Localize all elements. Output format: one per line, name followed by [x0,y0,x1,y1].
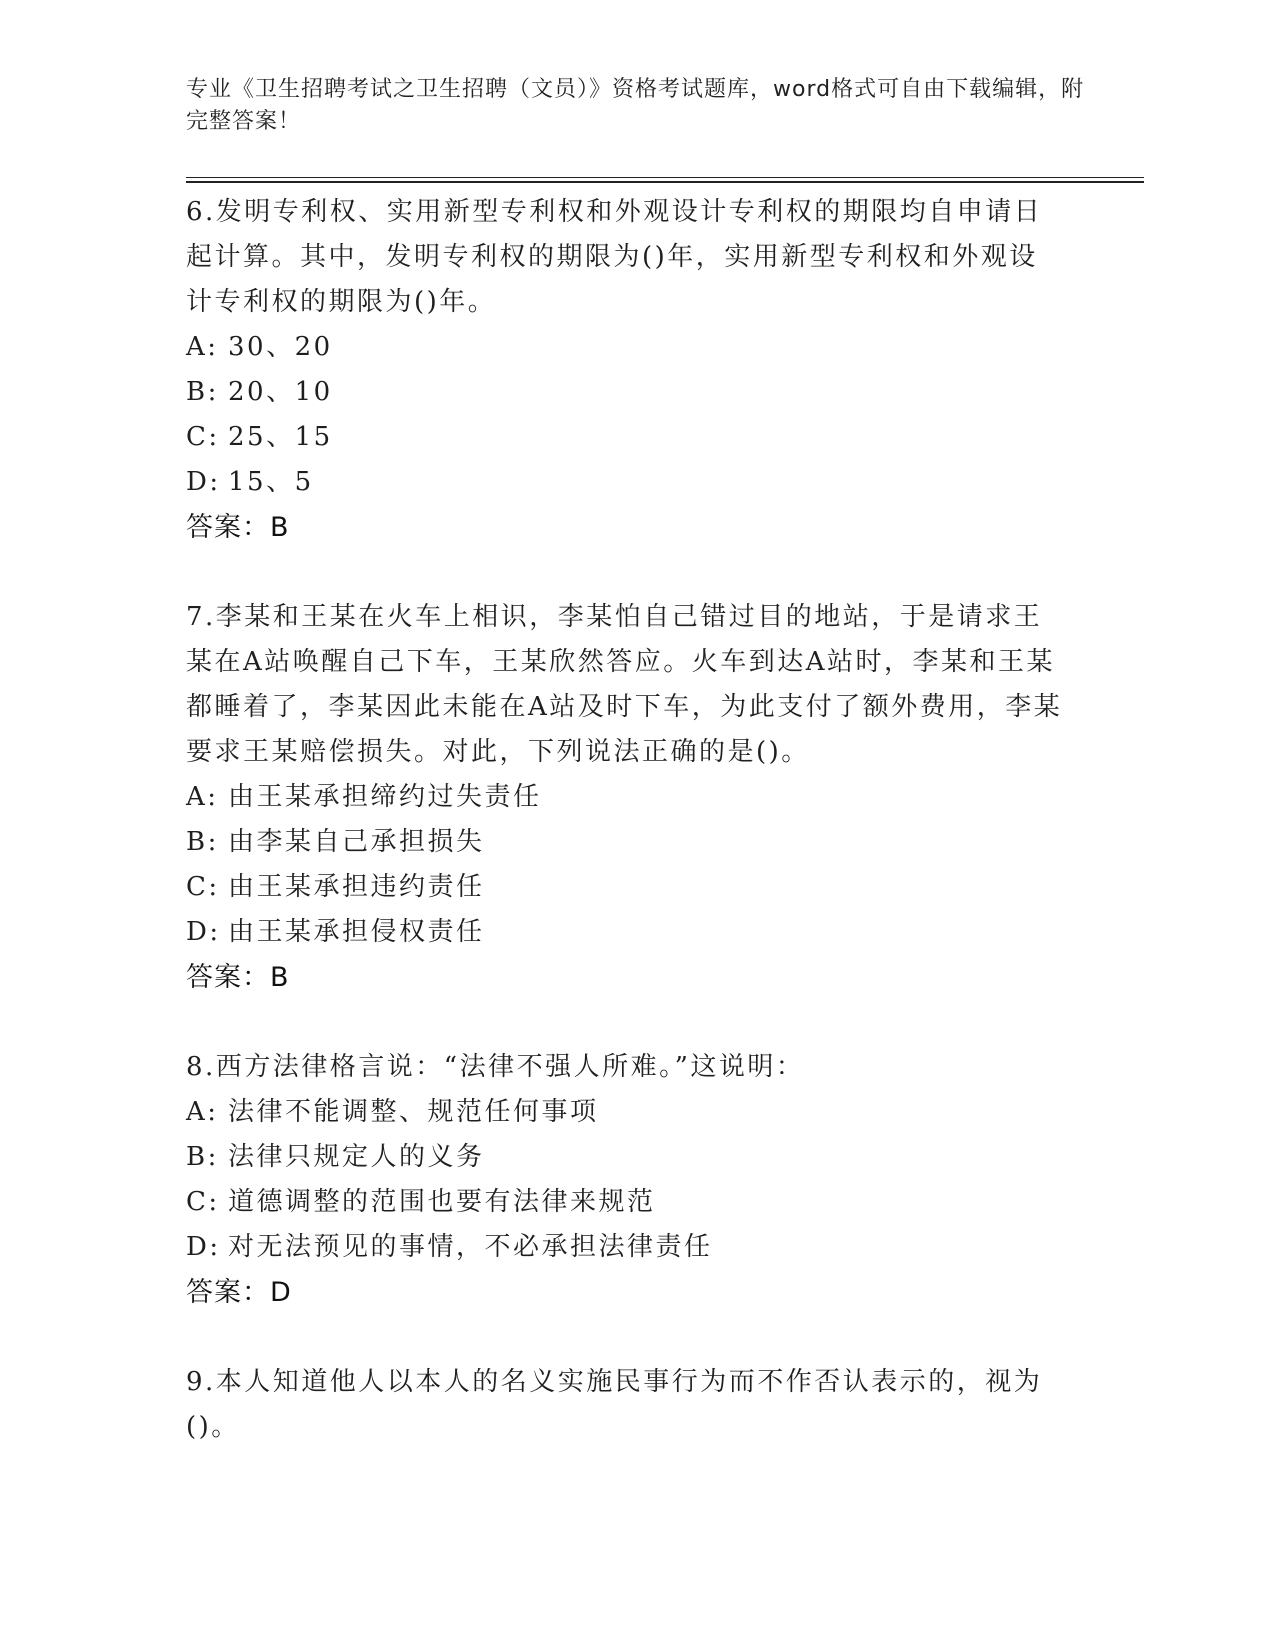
option-text: 由王某承担侵权责任 [228,917,485,947]
option-label: B: [186,377,219,407]
option-text: 法律不能调整、规范任何事项 [228,1097,599,1127]
answer-line: 答案：B [186,512,290,543]
option-text: 对无法预见的事情，不必承担法律责任 [228,1232,713,1262]
option-text: 道德调整的范围也要有法律来规范 [228,1187,656,1217]
answer-line: 答案：B [186,962,290,993]
question-stem: 7.李某和王某在火车上相识，李某怕自己错过目的地站，于是请求王某在A站唤醒自己下车，王某欣然答应。火车到达A站时，李某和王某都睡着了，李某因此未能在A站及时下车，为此支付了额外费用，李某要求王某赔偿损失。对此，下列说法正确的是()。 [186,602,1063,767]
option-label: A: [186,332,219,362]
question-stem: 8.西方法律格言说：“法律不强人所难。”这说明： [186,1052,805,1082]
option-text: 25、15 [228,422,333,452]
question-8 [186,1045,1066,1316]
option-d [186,460,1066,505]
option-a [186,325,1066,370]
option-label: A: [186,1097,219,1127]
option-b [186,1135,1066,1180]
header-divider-thick [186,181,1144,183]
option-text: 20、10 [228,377,333,407]
option-text: 法律只规定人的义务 [228,1142,485,1172]
question-6 [186,190,1066,551]
option-text: 由李某自己承担损失 [228,827,485,857]
header-divider-thin [186,177,1144,178]
option-text: 15、5 [228,467,314,497]
question-9 [186,1360,1066,1450]
option-label: B: [186,827,219,857]
option-b [186,820,1066,865]
option-label: B: [186,1142,219,1172]
option-a [186,775,1066,820]
option-text: 由王某承担违约责任 [228,872,485,902]
question-stem: 9.本人知道他人以本人的名义实施民事行为而不作否认表示的，视为()。 [186,1367,1043,1442]
option-label: D: [186,467,221,497]
option-label: A: [186,782,219,812]
document-header: 专业《卫生招聘考试之卫生招聘（文员）》资格考试题库，word格式可自由下载编辑，附完整答案！ [186,77,1085,134]
question-7 [186,595,1066,1001]
question-list [186,190,1066,1494]
answer-line: 答案：D [186,1277,292,1308]
option-label: C: [186,422,220,452]
option-label: C: [186,1187,220,1217]
option-text: 30、20 [228,332,333,362]
option-c [186,415,1066,460]
option-c [186,1180,1066,1225]
option-d [186,910,1066,955]
option-label: D: [186,917,221,947]
option-label: C: [186,872,220,902]
option-text: 由王某承担缔约过失责任 [228,782,542,812]
option-a [186,1090,1066,1135]
option-label: D: [186,1232,221,1262]
option-d [186,1225,1066,1270]
option-b [186,370,1066,415]
question-stem: 6.发明专利权、实用新型专利权和外观设计专利权的期限均自申请日起计算。其中，发明专利权的期限为()年，实用新型专利权和外观设计专利权的期限为()年。 [186,197,1043,317]
option-c [186,865,1066,910]
